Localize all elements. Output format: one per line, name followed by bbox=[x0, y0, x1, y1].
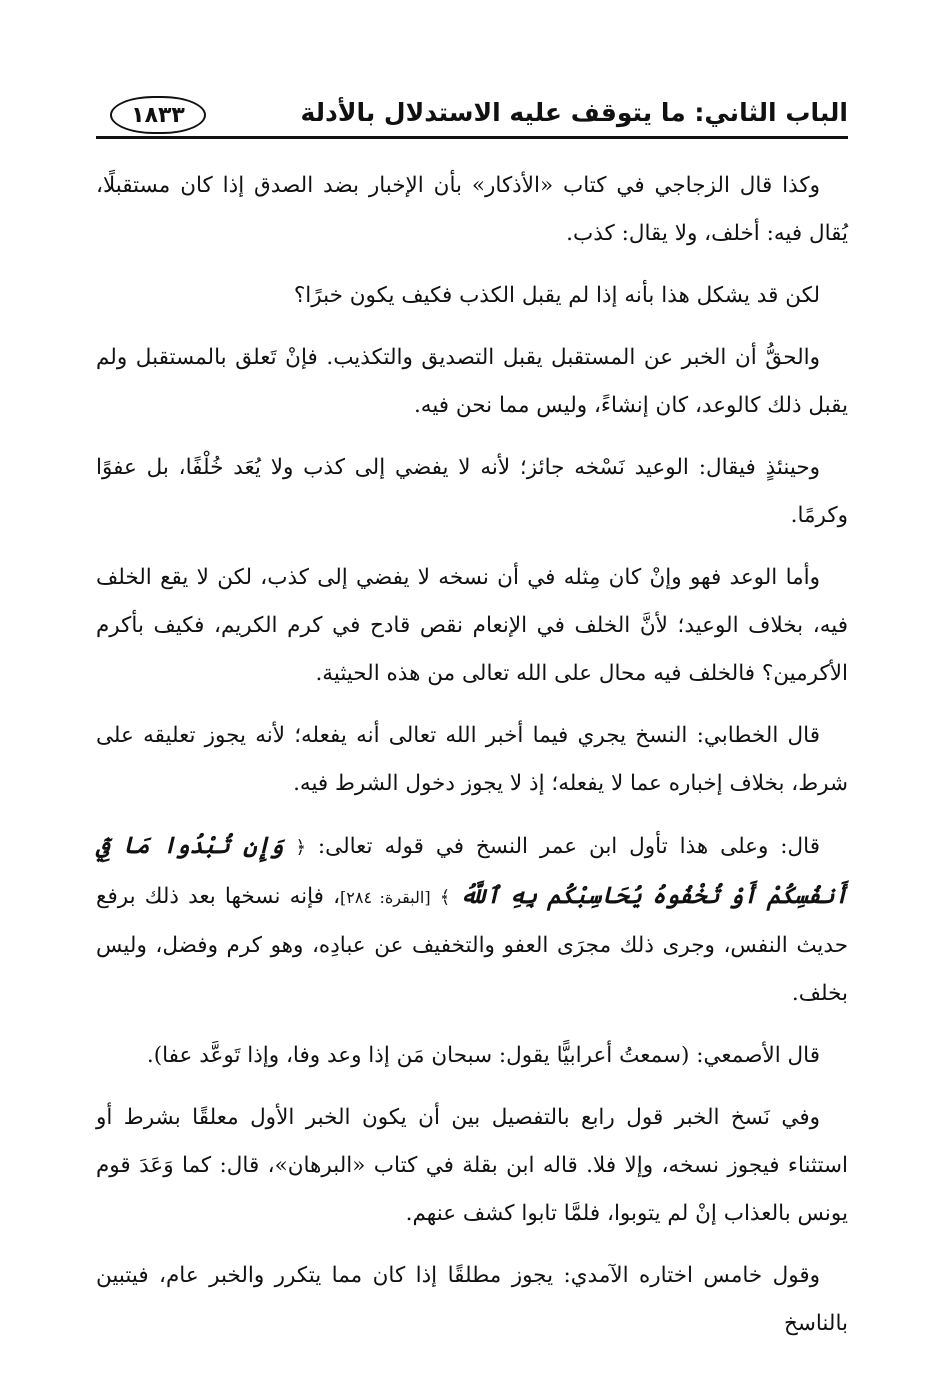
ornate-bracket-close: ﴾ bbox=[439, 887, 451, 908]
quote-lead-text: قال: وعلى هذا تأول ابن عمر النسخ في قوله تعالى: bbox=[317, 834, 821, 859]
running-title: الباب الثاني: ما يتوقف عليه الاستدلال بالأدلة bbox=[300, 98, 848, 127]
quote-trail-text: ، فإنه نسخها بعد ذلك برفع حديث النفس، وجرى ذلك مجرَى العفو والتخفيف عن عبادِه، وهو كرم وفضل، وليس بخلف. bbox=[96, 884, 848, 1006]
ornate-bracket-open: ﴿ bbox=[295, 837, 306, 858]
quran-quote-paragraph bbox=[96, 822, 848, 1018]
paragraph: وقول خامس اختاره الآمدي: يجوز مطلقًا إذا كان مما يتكرر والخبر عام، فيتبين بالناسخ bbox=[96, 1263, 848, 1336]
paragraph: والحقُّ أن الخبر عن المستقبل يقبل التصديق والتكذيب. فإنْ تَعلق بالمستقبل ولم يقبل ذلك كالوعد، كان إنشاءً، وليس مما نحن فيه. bbox=[96, 345, 848, 418]
page-header bbox=[96, 86, 848, 146]
paragraph: وحينئذٍ فيقال: الوعيد نَسْخه جائز؛ لأنه لا يفضي إلى كذب ولا يُعَد خُلْفًا، بل عفوًا وكرمًا. bbox=[96, 455, 848, 528]
paragraph: وأما الوعد فهو وإنْ كان مِثله في أن نسخه لا يفضي إلى كذب، لكن لا يقع الخلف فيه، بخلاف الوعيد؛ لأنَّ الخلف في الإنعام نقص قادح في كرم الكريم، فكيف بأكرم الأكرمين؟ فالخلف فيه محال على الله تعالى من هذه الحيثية. bbox=[96, 565, 848, 686]
page-number: ١٨٣٣ bbox=[110, 96, 206, 134]
verse-reference: [البقرة: ٢٨٤] bbox=[340, 888, 431, 907]
paragraph: وكذا قال الزجاجي في كتاب «الأذكار» بأن الإخبار بضد الصدق إذا كان مستقبلًا، يُقال فيه: أخلف، ولا يقال: كذب. bbox=[96, 173, 848, 246]
header-rule bbox=[96, 136, 848, 139]
quran-verse: وَإِن تُبْدُوا مَا فِيٓ أَنفُسِكُمْ أَوْ تُخْفُوهُ يُحَاسِبْكُم بِهِ ٱللَّهُ bbox=[96, 832, 849, 909]
paragraph: قال الخطابي: النسخ يجري فيما أخبر الله تعالى أنه يفعله؛ لأنه يجوز تعليقه على شرط، بخلاف إخباره عما لا يفعله؛ إذ لا يجوز دخول الشرط فيه. bbox=[96, 723, 848, 796]
page-body bbox=[96, 162, 848, 1362]
paragraph: وفي نَسخ الخبر قول رابع بالتفصيل بين أن يكون الخبر الأول معلقًا بشرط أو استثناء فيجوز نسخه، وإلا فلا. قاله ابن بقلة في كتاب «البرهان»، قال: كما وَعَدَ قوم يونس بالعذاب إنْ لم يتوبوا، فلمَّا تابوا كشف عنهم. bbox=[96, 1105, 848, 1226]
paragraph: لكن قد يشكل هذا بأنه إذا لم يقبل الكذب فكيف يكون خبرًا؟ bbox=[293, 283, 820, 308]
paragraph: قال الأصمعي: (سمعتُ أعرابيًّا يقول: سبحان مَن إذا وعد وفا، وإذا تَوعَّد عفا). bbox=[146, 1043, 820, 1068]
